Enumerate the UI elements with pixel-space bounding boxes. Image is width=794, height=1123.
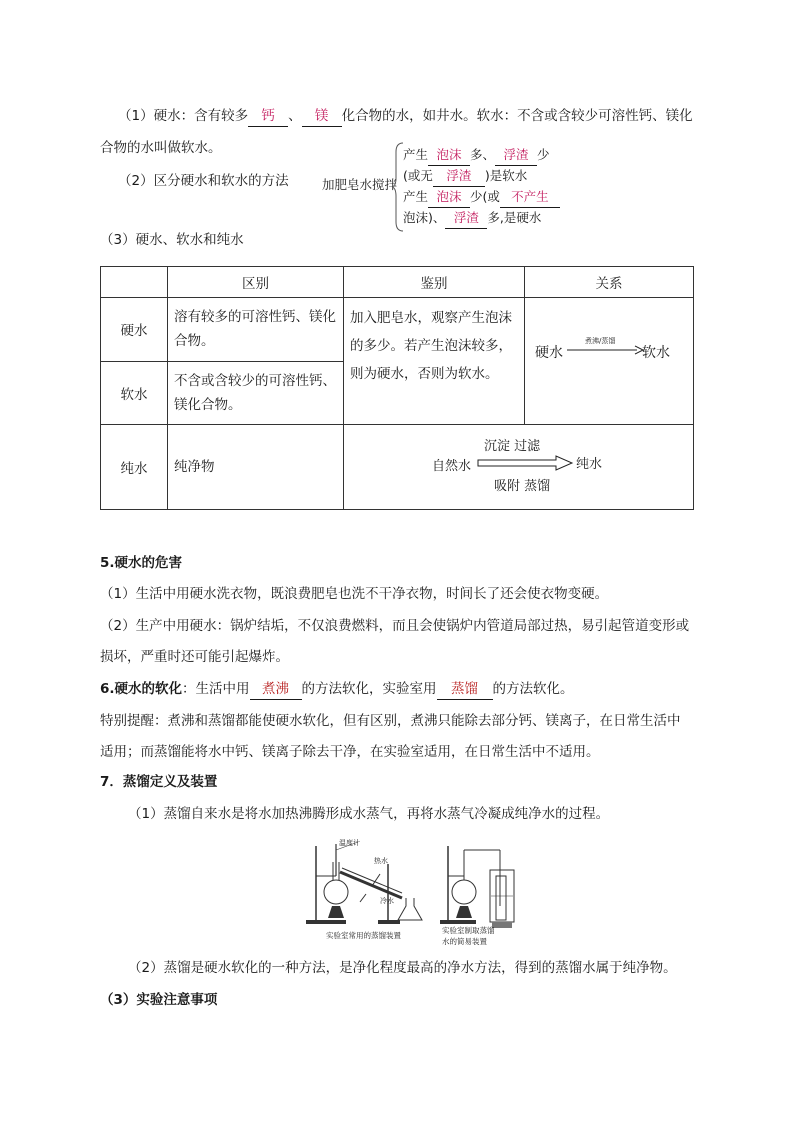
pure-difference-cell: 纯净物	[168, 425, 344, 510]
answer-scum: 浮渣	[495, 145, 537, 166]
figure2-caption-a: 实验室制取蒸馏	[442, 926, 495, 935]
soap-water-method: 加肥皂水搅拌	[322, 177, 398, 192]
softening-line: 6.硬水的软化：生活中用 煮沸 的方法软化，实验室用 蒸馏 的方法软化。	[100, 679, 574, 700]
distinguish-method-label: （2）区分硬水和软水的方法	[118, 173, 289, 189]
pure-process-cell	[344, 425, 694, 510]
figure1-caption: 实验室常用的蒸馏装置	[326, 931, 401, 940]
answer-boil: 煮沸	[250, 679, 302, 700]
label-cold-water: 冷水	[380, 897, 394, 905]
answer-distill: 蒸馏	[437, 679, 493, 700]
relation-hard-water: 硬水	[535, 345, 563, 361]
section-5-title: 5.硬水的危害	[100, 555, 183, 571]
distillation-definition: （1）蒸馏自来水是将水加热沸腾形成水蒸气，再将水蒸气冷凝成纯净水的过程。	[128, 806, 610, 822]
row-label-soft: 软水	[101, 361, 168, 425]
header-identify: 鉴别	[344, 267, 525, 298]
experiment-precautions-title: （3）实验注意事项	[100, 992, 218, 1008]
hard-difference-cell: 溶有较多的可溶性钙、镁化合物。	[168, 298, 344, 362]
water-comparison-table	[100, 266, 694, 510]
answer-scum-2: 浮渣	[433, 166, 485, 187]
soft-difference-cell: 不含或含较少的可溶性钙、镁化合物。	[168, 361, 344, 425]
arrow-right-icon	[565, 344, 645, 356]
pure-top-steps: 沉淀 过滤	[484, 439, 541, 454]
row-label-hard: 硬水	[101, 298, 168, 362]
hard-water-definition: （1）硬水：含有较多 钙 、 镁 化合物的水，如井水。软水：不含或含较少可溶性钙、镁化	[118, 106, 693, 127]
label-hot-water: 热水	[374, 857, 388, 865]
answer-magnesium: 镁	[302, 106, 342, 127]
answer-calcium: 钙	[248, 106, 288, 127]
header-difference: 区别	[168, 267, 344, 298]
header-relation: 关系	[525, 267, 694, 298]
soap-result-line1: 产生 泡沫 多、 浮渣 少	[403, 145, 550, 166]
section-3-label: （3）硬水、软水和纯水	[100, 232, 244, 248]
hard-water-harm-2a: （2）生产中用硬水：锅炉结垢，不仅浪费燃料，而且会使锅炉内管道局部过热，易引起管道变形或	[100, 618, 690, 634]
hard-water-harm-2b: 损坏，严重时还可能引起爆炸。	[100, 649, 289, 665]
figure2-caption-b: 水的简易装置	[442, 937, 487, 946]
relation-soft-water: 软水	[642, 345, 670, 361]
pure-bottom-steps: 吸附 蒸馏	[494, 479, 551, 494]
special-tip-a: 特别提醒：煮沸和蒸馏都能使硬水软化，但有区别，煮沸只能除去部分钙、镁离子，在日常生活中	[100, 713, 681, 729]
label-thermometer: 温度计	[339, 839, 360, 847]
process-arrow-icon	[476, 455, 574, 471]
answer-foam: 泡沫	[428, 145, 470, 166]
soft-water-definition: 合物的水叫做软水。	[100, 140, 222, 156]
header-empty	[101, 267, 168, 298]
soap-result-line3: 产生 泡沫 少(或 不产生	[403, 187, 560, 208]
row-label-pure: 纯水	[101, 425, 168, 510]
special-tip-b: 适用；而蒸馏能将水中钙、镁离子除去干净，在实验室适用，在日常生活中不适用。	[100, 744, 600, 760]
relation-cell	[525, 298, 694, 425]
soap-result-line2: (或无 浮渣 )是软水	[403, 166, 527, 187]
pure-from-natural: 自然水	[432, 459, 472, 474]
answer-foam-2: 泡沫	[428, 187, 470, 208]
relation-arrow-label: 煮沸/蒸馏	[585, 337, 616, 345]
hard-water-harm-1: （1）生活中用硬水洗衣物，既浪费肥皂也洗不干净衣物，时间长了还会使衣物变硬。	[100, 586, 609, 602]
identify-cell: 加入肥皂水，观察产生泡沫的多少。若产生泡沫较多，则为硬水，否则为软水。	[344, 298, 525, 425]
soap-result-line4: 泡沫)、 浮渣 多,是硬水	[403, 208, 541, 229]
answer-no-foam: 不产生	[500, 187, 560, 208]
pure-to-water: 纯水	[576, 457, 603, 472]
section-7-title: 7．蒸馏定义及装置	[100, 774, 218, 790]
answer-scum-3: 浮渣	[445, 208, 487, 229]
distillation-purity-note: （2）蒸馏是硬水软化的一种方法，是净化程度最高的净水方法，得到的蒸馏水属于纯净物。	[128, 960, 677, 976]
